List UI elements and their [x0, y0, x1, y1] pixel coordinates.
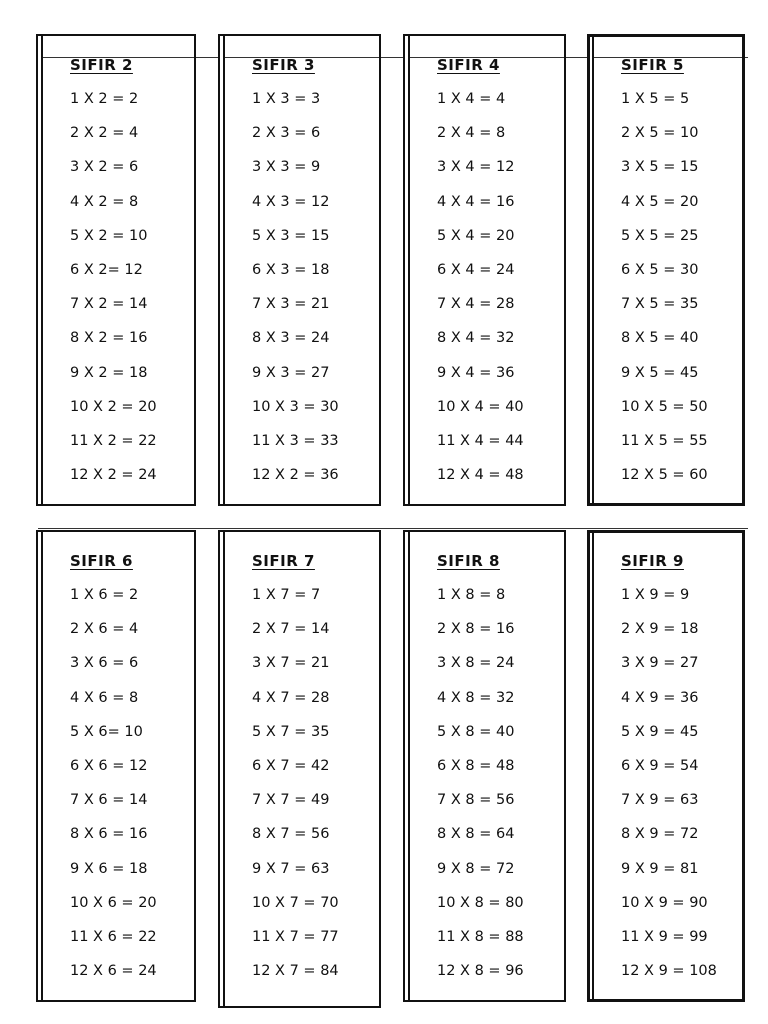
multiplication-row: 7 X 5 = 35 — [621, 296, 699, 313]
multiplication-list — [252, 578, 392, 988]
multiplication-list — [437, 82, 577, 492]
multiplication-row: 12 X 7 = 84 — [252, 963, 339, 980]
multiplication-row: 9 X 3 = 27 — [252, 364, 330, 381]
multiplication-list — [70, 82, 210, 492]
multiplication-row: 9 X 8 = 72 — [437, 860, 515, 877]
multiplication-row: 11 X 3 = 33 — [252, 432, 339, 449]
multiplication-row: 10 X 9 = 90 — [621, 894, 708, 911]
multiplication-row: 4 X 7 = 28 — [252, 689, 330, 706]
multiplication-row: 9 X 4 = 36 — [437, 364, 515, 381]
table-title: SIFIR 9 — [621, 552, 684, 570]
multiplication-row: 11 X 6 = 22 — [70, 928, 157, 945]
multiplication-row: 4 X 2 = 8 — [70, 193, 139, 210]
multiplication-row: 7 X 6 = 14 — [70, 792, 148, 809]
multiplication-row: 5 X 8 = 40 — [437, 723, 515, 740]
multiplication-row: 4 X 5 = 20 — [621, 193, 699, 210]
multiplication-row: 1 X 8 = 8 — [437, 587, 506, 603]
multiplication-row: 7 X 3 = 21 — [252, 296, 330, 313]
multiplication-row: 3 X 8 = 24 — [437, 655, 515, 672]
table-title: SIFIR 8 — [437, 552, 500, 570]
multiplication-row: 11 X 7 = 77 — [252, 928, 339, 945]
multiplication-row: 5 X 2 = 10 — [70, 227, 148, 244]
multiplication-row: 10 X 5 = 50 — [621, 398, 708, 415]
multiplication-row: 5 X 4 = 20 — [437, 227, 515, 244]
multiplication-row: 4 X 8 = 32 — [437, 689, 515, 706]
multiplication-row: 12 X 5 = 60 — [621, 467, 708, 484]
multiplication-row: 8 X 4 = 32 — [437, 330, 515, 347]
multiplication-row: 7 X 8 = 56 — [437, 792, 515, 809]
multiplication-row: 5 X 7 = 35 — [252, 723, 330, 740]
table-title: SIFIR 2 — [70, 56, 133, 74]
table-content — [252, 552, 392, 988]
multiplication-row: 1 X 9 = 9 — [621, 587, 690, 603]
multiplication-row: 3 X 4 = 12 — [437, 159, 515, 176]
multiplication-row: 11 X 5 = 55 — [621, 432, 708, 449]
multiplication-row: 2 X 6 = 4 — [70, 621, 139, 638]
multiplication-row: 8 X 3 = 24 — [252, 330, 330, 347]
table-card-2 — [36, 34, 196, 506]
multiplication-row: 11 X 2 = 22 — [70, 432, 157, 449]
multiplication-row: 6 X 6 = 12 — [70, 757, 148, 774]
multiplication-row: 8 X 9 = 72 — [621, 826, 699, 843]
multiplication-row: 4 X 3 = 12 — [252, 193, 330, 210]
multiplication-row: 3 X 9 = 27 — [621, 655, 699, 672]
multiplication-row: 5 X 3 = 15 — [252, 227, 330, 244]
multiplication-row: 8 X 8 = 64 — [437, 826, 515, 843]
table-title: SIFIR 4 — [437, 56, 500, 74]
multiplication-row: 10 X 7 = 70 — [252, 894, 339, 911]
multiplication-row: 5 X 5 = 25 — [621, 227, 699, 244]
multiplication-list — [621, 82, 761, 492]
multiplication-row: 10 X 2 = 20 — [70, 398, 157, 415]
table-title: SIFIR 6 — [70, 552, 133, 570]
multiplication-row: 6 X 4 = 24 — [437, 261, 515, 278]
multiplication-row: 1 X 5 = 5 — [621, 91, 690, 107]
table-content — [70, 56, 210, 492]
multiplication-list — [621, 578, 761, 988]
multiplication-row: 5 X 6= 10 — [70, 723, 143, 740]
table-title: SIFIR 7 — [252, 552, 315, 570]
multiplication-row: 10 X 4 = 40 — [437, 398, 524, 415]
multiplication-row: 8 X 5 = 40 — [621, 330, 699, 347]
multiplication-row: 9 X 7 = 63 — [252, 860, 330, 877]
multiplication-list — [252, 82, 392, 492]
table-title: SIFIR 3 — [252, 56, 315, 74]
table-title: SIFIR 5 — [621, 56, 684, 74]
multiplication-row: 4 X 9 = 36 — [621, 689, 699, 706]
multiplication-row: 6 X 9 = 54 — [621, 757, 699, 774]
multiplication-row: 3 X 3 = 9 — [252, 159, 321, 176]
table-card-7 — [218, 530, 381, 1008]
table-card-5 — [587, 34, 745, 506]
multiplication-row: 11 X 4 = 44 — [437, 432, 524, 449]
multiplication-row: 2 X 8 = 16 — [437, 621, 515, 638]
multiplication-row: 2 X 5 = 10 — [621, 125, 699, 142]
multiplication-row: 6 X 3 = 18 — [252, 261, 330, 278]
table-card-3 — [218, 34, 381, 506]
multiplication-row: 9 X 2 = 18 — [70, 364, 148, 381]
multiplication-row: 4 X 4 = 16 — [437, 193, 515, 210]
table-card-9 — [587, 530, 745, 1002]
multiplication-row: 12 X 2 = 24 — [70, 467, 157, 484]
table-content — [621, 56, 761, 492]
multiplication-row: 12 X 8 = 96 — [437, 963, 524, 980]
multiplication-row: 3 X 7 = 21 — [252, 655, 330, 672]
multiplication-list — [70, 578, 210, 988]
multiplication-row: 3 X 6 = 6 — [70, 655, 139, 672]
multiplication-row: 10 X 6 = 20 — [70, 894, 157, 911]
multiplication-row: 12 X 4 = 48 — [437, 467, 524, 484]
table-content — [437, 56, 577, 492]
multiplication-row: 3 X 5 = 15 — [621, 159, 699, 176]
multiplication-row: 1 X 6 = 2 — [70, 587, 139, 603]
multiplication-row: 4 X 6 = 8 — [70, 689, 139, 706]
table-card-8 — [403, 530, 566, 1002]
multiplication-row: 1 X 3 = 3 — [252, 91, 321, 107]
multiplication-row: 1 X 4 = 4 — [437, 91, 506, 107]
multiplication-row: 6 X 7 = 42 — [252, 757, 330, 774]
multiplication-row: 12 X 9 = 108 — [621, 963, 717, 980]
multiplication-row: 10 X 8 = 80 — [437, 894, 524, 911]
multiplication-row: 9 X 5 = 45 — [621, 364, 699, 381]
table-content — [70, 552, 210, 988]
multiplication-row: 2 X 9 = 18 — [621, 621, 699, 638]
multiplication-row: 11 X 9 = 99 — [621, 928, 708, 945]
multiplication-row: 7 X 9 = 63 — [621, 792, 699, 809]
multiplication-row: 5 X 9 = 45 — [621, 723, 699, 740]
multiplication-row: 9 X 9 = 81 — [621, 860, 699, 877]
table-content — [621, 552, 761, 988]
multiplication-list — [437, 578, 577, 988]
multiplication-row: 9 X 6 = 18 — [70, 860, 148, 877]
multiplication-row: 1 X 2 = 2 — [70, 91, 139, 107]
multiplication-row: 1 X 7 = 7 — [252, 587, 321, 603]
multiplication-row: 10 X 3 = 30 — [252, 398, 339, 415]
multiplication-row: 11 X 8 = 88 — [437, 928, 524, 945]
table-content — [252, 56, 392, 492]
multiplication-row: 12 X 6 = 24 — [70, 963, 157, 980]
multiplication-row: 2 X 7 = 14 — [252, 621, 330, 638]
table-content — [437, 552, 577, 988]
multiplication-row: 8 X 7 = 56 — [252, 826, 330, 843]
multiplication-row: 2 X 3 = 6 — [252, 125, 321, 142]
multiplication-row: 2 X 4 = 8 — [437, 125, 506, 142]
multiplication-row: 8 X 6 = 16 — [70, 826, 148, 843]
multiplication-row: 6 X 5 = 30 — [621, 261, 699, 278]
table-card-4 — [403, 34, 566, 506]
multiplication-row: 8 X 2 = 16 — [70, 330, 148, 347]
multiplication-row: 3 X 2 = 6 — [70, 159, 139, 176]
multiplication-row: 6 X 8 = 48 — [437, 757, 515, 774]
multiplication-row: 7 X 7 = 49 — [252, 792, 330, 809]
multiplication-row: 2 X 2 = 4 — [70, 125, 139, 142]
table-card-6 — [36, 530, 196, 1002]
multiplication-row: 7 X 2 = 14 — [70, 296, 148, 313]
multiplication-row: 12 X 2 = 36 — [252, 467, 339, 484]
multiplication-row: 7 X 4 = 28 — [437, 296, 515, 313]
middle-rule — [38, 528, 748, 529]
multiplication-row: 6 X 2= 12 — [70, 261, 143, 278]
